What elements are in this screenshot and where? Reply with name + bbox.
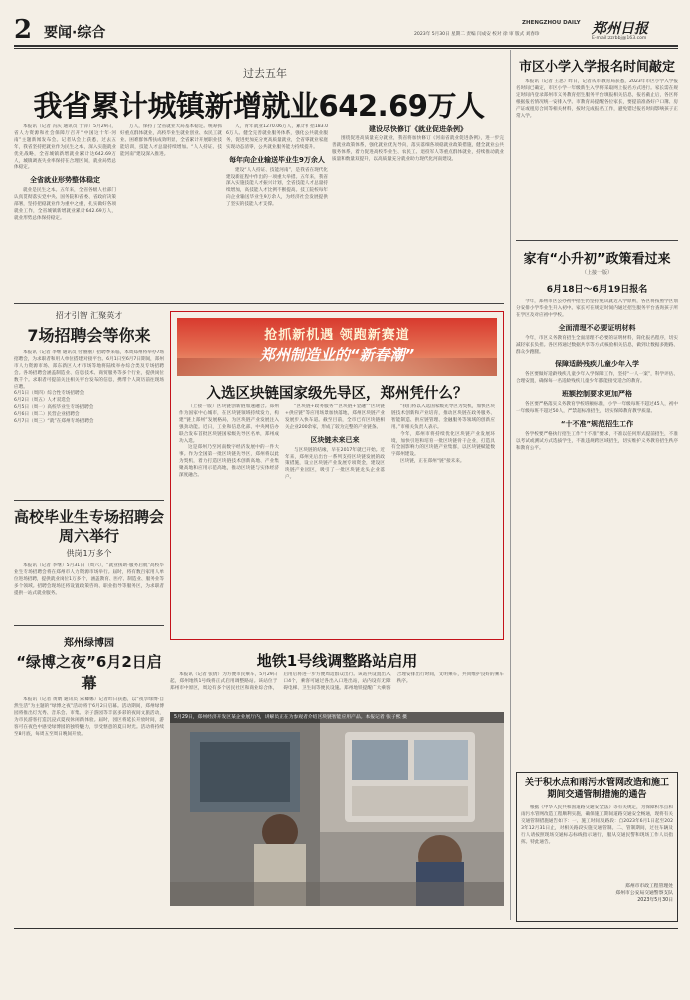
feature-body-5: “我们将以入选国家级先导区为契机，加快区块链技术创新和产业培育，推动区块链在政务服务、智能制造、供应链管理、金融服务等领域的创新应用。”市相关负责人表示。 — [391, 404, 495, 430]
left-news-1-kicker: 招才引智 汇聚英才 — [55, 311, 123, 320]
lead-body-5: 围绕促进高质量充分就业，我省将加快修订《河南省就业促进条例》，进一步完善就业政策体系，强化就业优先导向，落实落细各项稳就业政策措施，健全就业公共服务体系，着力促进高校毕业生、农民工、退役军人等重点群体就业，持续推动就业质量和数量双提升，以高质量充分就业助力现代化河南建设。 — [332, 136, 504, 162]
page-number: 2 — [14, 15, 33, 45]
lead-subhead-3: 建设尽快修订《就业促进条例》 — [369, 125, 467, 133]
header-rule-thin — [14, 48, 678, 49]
header-rule — [14, 45, 678, 47]
schedule-item: 6月1日（周四）综合性专场招聘会 — [14, 391, 85, 397]
left-news-2 — [14, 508, 164, 635]
right-article-2-text: 今年，郑州市区公办初中招生仍坚持免试就近入学原则，各区将按照学区划分安排小学毕业生升入初中。家长可在规定时间内通过招生服务平台查询孩子所在学区及对应初中学校。 — [516, 299, 678, 318]
right-article-2-text-4: 各区要严格落实义务教育学校班额标准，小学一年级每班不超过45人，初中一年级每班不超过50人，严禁超标准招生，切实保障教育教学质量。 — [516, 402, 678, 415]
right-article-1 — [516, 56, 678, 233]
notice-headline: 关于积水点和雨污水管网改造和施工期间交通管制措施的通告 — [524, 778, 669, 800]
lead-body-4: 建设“人人持证、技能河南”，是我省在现代化建设新征程中作出的一项重大举措。五年来，我省深入实施技能人才振兴计划，全省技能人才总量持续增加，高技能人才比例不断提高。技工院校每年向企业输送毕业生9万余人，为经济社会发展提供了坚实的技能人才支撑。 — [226, 167, 328, 208]
right-article-2-sub: （上接一版） — [581, 270, 612, 276]
right-article-2-subhead-5: “十不准”规范招生工作 — [560, 420, 634, 429]
right-article-1-body — [516, 79, 678, 233]
banner-line-1: 抢抓新机遇 领跑新赛道 — [264, 328, 410, 343]
page-header — [14, 16, 678, 46]
schedule-item: 6月7日（周三）“就”在郑州专场招聘会 — [14, 419, 94, 425]
lead-subhead-2: 每年向企业输送毕业生9万余人 — [229, 155, 325, 164]
lead-col-4 — [332, 124, 504, 300]
right-article-2-headline: 家有“小升初”政策看过来 — [523, 252, 671, 267]
lead-kicker: 过去五年 — [243, 67, 287, 80]
feature-col-2 — [285, 404, 385, 634]
feature-col-1 — [179, 404, 279, 634]
lead-body-1b: 就业是民生之本。五年来，全省各级人社部门认真贯彻落实党中央、国务院和省委、省政府决策部署，坚持把稳就业作为重中之重，扎实做好各项就业工作，全省城镇新增就业累计642.69万人，就业形势总体保持稳定。 — [14, 188, 116, 221]
lead-col-2 — [120, 124, 222, 300]
schedule-item: 6月5日（周一）高校毕业生专场招聘会 — [14, 405, 94, 411]
left-news-3-headline: “绿博之夜”6月2日启幕 — [16, 653, 162, 692]
right-article-1-text: 本报讯（记者 王思）昨日，记者从市教育局获悉，2023年市区小学入学报名时间已确定，市区小学一年级新生入学将采取网上报名方式进行。家长需在规定时间内登录郑州市义务教育招生服务平台填报相关信息，报名截止后，各区将根据报名情况统一安排入学。市教育局提醒各位家长，要提前准备好户口簿、房产证或租房合同等相关材料，按时完成报名工作，避免错过报名时间影响孩子正常入学。 — [516, 79, 678, 119]
paper-logo: 郑州日报 — [592, 21, 648, 37]
right-article-2-body — [516, 299, 678, 749]
left-news-2-sub: 供岗1万多个 — [66, 549, 112, 558]
left-news-3-text: 本报讯（记者 黄婧 通讯员 宋卿娜）记者昨日获悉，以“夜享绿博·自然生活”为主题的“绿博之夜”活动将于6月2日启幕。活动期间，郑州绿博园将推出灯光秀、音乐会、市集、亲子游园等丰富多彩的夜间文旅活动，为市民游客打造沉浸式夏夜休闲新体验。届时，园区将延长开放时间，游客可在夜色中感受绿博园的独特魅力，享受惬意的夏日时光。活动将持续至8月底，每周五至周日晚间开放。 — [14, 697, 164, 737]
feature-body-6: 今年，郑州市将持续优化区块链产业发展环境，加快引进和培育一批区块链骨干企业，打造具有全国影响力的区块链产业集群，以区块链赋能数字郑州建设。 — [391, 431, 495, 458]
news-photo — [170, 712, 504, 906]
left-news-2-text: 本报讯（记者 李继）5月31日（周六），“就业援助·服务启航”高校毕业生专场招聘会将在郑州市人力资源市场举行。届时，将有数百家用人单位进场招聘，提供就业岗位1万多个，涵盖教育、医疗、制造业、服务业等多个领域。招聘会现场还将设置政策咨询、职业指导等服务区，为求职者提供一站式就业服务。 — [14, 563, 164, 596]
left-news-2-headline: 高校毕业生专场招聘会周六举行 — [14, 508, 165, 545]
right-article-2-text-5: 各学校要严格执行招生工作“十不准”要求，不准以任何形式提前招生，不准以考试或测试方式选拔学生，不准违规跨区域招生，切实维护义务教育招生秩序和教育公平。 — [516, 432, 678, 451]
paper-english-name: ZHENGZHOU DAILY — [522, 20, 581, 26]
notice-text: 根据《中华人民共和国道路交通安全法》等有关规定，为保障积水点和雨污水管网改造工程顺利实施，确保施工期间道路交通安全畅通，现将有关交通管制措施通告如下：一、施工时间及路段：自2023年6月1日起至2023年12月31日止，对相关路段实施交通管制。二、管制期间，过往车辆及行人请按照现场交通标志标线指示通行，服从交通民警和现场工作人员指挥。特此通告。 — [521, 805, 673, 845]
footer-rule — [14, 928, 678, 929]
right-article-2-subhead-4: 班额控制要求更加严格 — [562, 390, 632, 399]
photo-caption: 5月29日，郑州经济开发区某企业展厅内，讲解员正在为参观者介绍区块链智能应用产品。本报记者 张子熙 摄 — [170, 712, 504, 723]
lead-body-3: 人，青年就业1270.06万人，累计扩招183.06万人。健全完善就业服务体系，强化公共就业服务，促进更加充分更高质量就业，全省零就业家庭实现动态清零，公共就业服务能力持续提升。 — [226, 124, 328, 150]
email-line: E-mail:zzrbbj@163.com — [592, 36, 647, 41]
left-news-3-kicker: 郑州绿博园 — [64, 638, 114, 649]
feature-col-3 — [391, 404, 495, 634]
right-article-1-headline: 市区小学入学报名时间敲定 — [518, 60, 675, 75]
lead-bottom-rule — [14, 303, 504, 304]
lead-col-3 — [226, 124, 328, 300]
notice-org-2: 郑州市公安局交通警察支队 — [615, 891, 673, 896]
right-article-2-text-2: 今年，市区义务教育招生全面清理不必要的证明材料，简化报名程序，切实减轻家长负担。各区将通过数据共享等方式核验相关信息，做到让数据多跑路、群众少跑腿。 — [516, 335, 678, 355]
feature-body-7: 区块链，正在郑州“链”接未来。 — [400, 459, 465, 465]
right-article-2-date: 6月18日～6月19日报名 — [546, 285, 648, 295]
metro-text: 本报讯（记者 张倩）为方便市民乘车，5月29日起，郑州地铁1号线将正式启用调整路站。该站位于郑州市中原区，周边有多个居民社区和商业综合体，启用后将进一步方便周边群众出行。该站共设置出入口4个，乘客可通过各出入口进出站，站内设有无障碍电梯、卫生间等便民设施。郑州地铁提醒广大乘客合理安排出行时间，文明乘车，共同维护良好的乘车秩序。 — [170, 672, 504, 691]
feature-body-1: （上接一版）区块链创新链加速融合。郑州作为国家中心城市，在区块链领域持续发力，构建“链上郑州”发展格局，为区块链产业发展注入强劲动能。近日，工业和信息化部、中央网信办联合发布首批区块链国家级先导区名单，郑州成功入选。 — [179, 404, 279, 444]
lead-col-1 — [14, 124, 116, 300]
feature-body-2: 这是郑州乃至河南数字经济发展中的一件大事。作为全国第一批区块链先导区，郑州将以此为契机，着力打造区块链技术创新高地、产业集聚高地和应用示范高地，推动区块链与实体经济深度融合。 — [179, 445, 279, 479]
schedule-item: 6月2日（周五）人才双选会 — [14, 398, 71, 404]
date-line: 2023年 5月30日 星期二 责编 闫成安 校对 徐 审 版式 刘春珍 — [414, 32, 540, 37]
right-article-2-text-3: 各区要做好适龄残疾儿童少年入学保障工作，坚持“一人一案”，科学评估、合理安置，确保每一名适龄残疾儿童少年都能接受适合的教育。 — [516, 372, 678, 385]
schedule-item: 6月6日（周二）民营企业招聘会 — [14, 412, 80, 418]
right-article-2-subhead-2: 全面清理不必要证明材料 — [558, 323, 636, 332]
feature-body-3: “区块链+政务服务”“区块链+金融”“区块链+供应链”等应用场景加快落地，郑州区块链产业发展步入快车道。截至目前，全市已有区块链相关企业200余家，形成了较为完整的产业链条。 — [285, 404, 385, 430]
left-news-3-body — [14, 697, 164, 989]
lead-body-2: 万人，保持了全省就业大局基本稳定。统筹抓好重点群体就业，高校毕业生就业创业、农民工就业、困难群体帮扶成效明显，全省累计开展职业技能培训，技能人才总量持续增加。“人人持证、技能河南”建设深入推进。 — [120, 124, 222, 157]
left-news-3 — [14, 634, 164, 989]
feature-subhead: 区块链未来已来 — [310, 435, 360, 444]
photo-illustration — [170, 712, 504, 906]
lead-body-1: 本报讯（记者 冯庆 通讯员 于萍）5月29日，省人力资源和社会保障厅召开“中国这十年·河南”主题新闻发布会。记者从会上获悉，过去五年，我省坚持把就业作为民生之本，深入实施就业优先战略，全省城镇新增就业累计达642.69万人，城镇调查失业率保持在合理区间，就业局势总体稳定。 — [14, 124, 116, 171]
notice-body — [521, 805, 673, 879]
public-notice — [516, 772, 678, 922]
right-article-2-subhead-3: 保障适龄残疾儿童少年入学 — [555, 360, 639, 369]
left-news-1-text: 本报讯（记者 李继 通讯员 付丽丽）招聘季来临，本周郑州将举办7场招聘会，为求职者和用人单位搭建对接平台。6月1日至6月7日期间，郑州市人力资源市场、郑东新区人才市场等地将陆续举办综合类及专场招聘会。各场招聘会涵盖制造业、信息技术、商贸服务等多个行业，提供岗位数千个。求职者可提前关注相关平台发布的信息，携带个人简历前往现场应聘。 — [14, 350, 164, 390]
lead-subhead-1: 全省就业形势整体稳定 — [30, 176, 100, 185]
feature-body-4: 与区块链的结缘，早在2017年就已开始。近年来，郑州先后出台一系列支持区块链发展的政策措施，设立区块链产业发展专项资金，建设区块链产业园区，吸引了一批区块链龙头企业落户。 — [285, 447, 385, 481]
notice-org-1: 郑州市市政工程管理处 — [625, 884, 673, 889]
left-news-1 — [14, 310, 164, 460]
feature-banner — [177, 318, 497, 376]
feature-box — [170, 311, 504, 640]
feature-headline: 入选区块链国家级先导区，郑州凭什么？ — [206, 386, 468, 402]
left-news-1-body — [14, 350, 164, 460]
section-title: 要闻·综合 — [44, 25, 106, 41]
right-article-2 — [516, 248, 678, 749]
left-news-1-headline: 7场招聘会等你来 — [27, 326, 151, 345]
metro-headline: 地铁1号线调整路站启用 — [256, 652, 418, 670]
lead-headline: 我省累计城镇新增就业642.69万人 — [33, 89, 485, 123]
notice-date: 2023年5月30日 — [637, 898, 673, 903]
metro-body — [170, 672, 504, 708]
banner-line-2: 郑州制造业的“新春潮” — [259, 346, 415, 364]
